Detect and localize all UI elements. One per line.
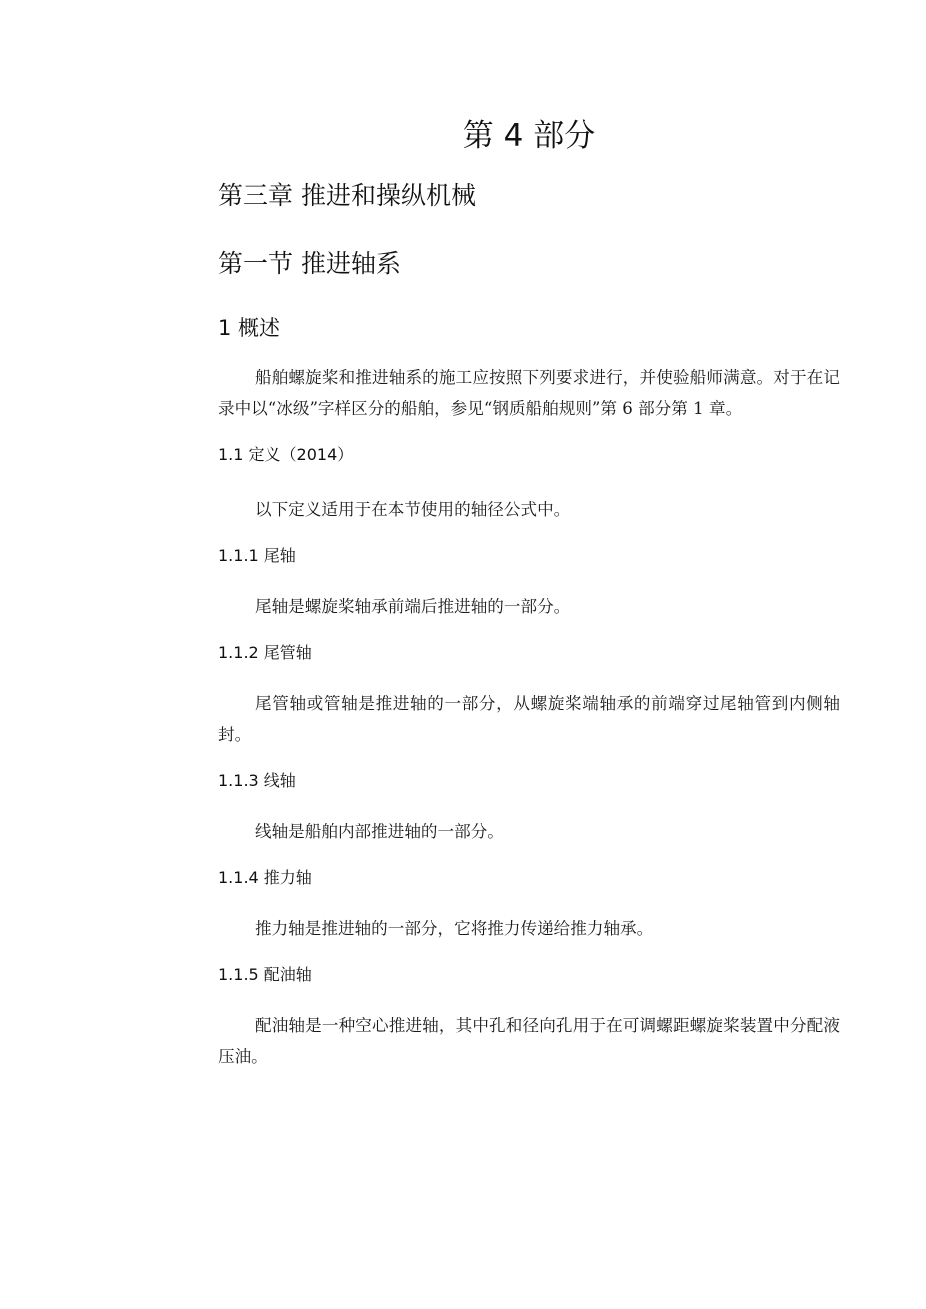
heading-1-1-2: 1.1.2 尾管轴 [218,643,312,662]
paragraph-oil-distribution-shaft: 配油轴是一种空心推进轴，其中孔和径向孔用于在可调螺距螺旋桨装置中分配液压油。 [218,1016,840,1066]
document-content [218,114,840,1072]
paragraph-tail-shaft: 尾轴是螺旋桨轴承前端后推进轴的一部分。 [255,597,571,616]
chapter-title: 第三章 推进和操纵机械 [218,181,476,210]
part-title-text: 第 4 部分 [462,118,596,154]
heading-1-1-4: 1.1.4 推力轴 [218,868,312,887]
heading-1: 1 概述 [218,316,281,340]
paragraph-tube-shaft: 尾管轴或管轴是推进轴的一部分，从螺旋桨端轴承的前端穿过尾轴管到内侧轴封。 [218,694,840,744]
paragraph-line-shaft: 线轴是船舶内部推进轴的一部分。 [255,822,504,841]
heading-1-1-5: 1.1.5 配油轴 [218,965,312,984]
heading-1-1-1: 1.1.1 尾轴 [218,546,296,565]
part-title [218,114,840,158]
heading-1-1: 1.1 定义（2014） [218,445,354,464]
paragraph-thrust-shaft: 推力轴是推进轴的一部分，它将推力传递给推力轴承。 [255,919,654,938]
paragraph-definitions: 以下定义适用于在本节使用的轴径公式中。 [255,500,571,519]
section-title: 第一节 推进轴系 [218,249,401,278]
heading-1-1-3: 1.1.3 线轴 [218,771,296,790]
paragraph-overview: 船舶螺旋桨和推进轴系的施工应按照下列要求进行，并使验船师满意。对于在记录中以“冰级”字样区分的船舶，参见“钢质船舶规则”第 6 部分第 1 章。 [218,368,840,418]
